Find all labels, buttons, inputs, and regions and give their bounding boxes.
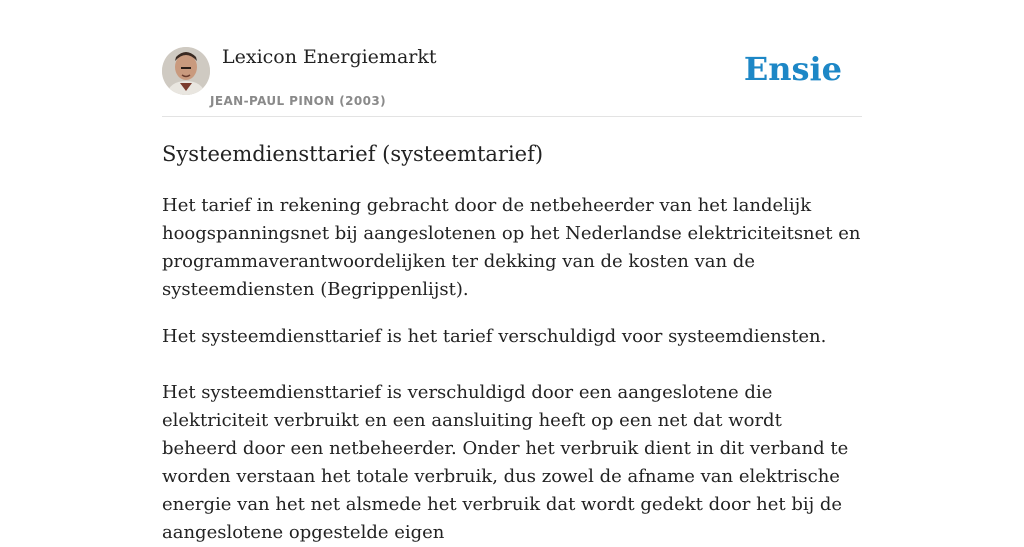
article-title: Systeemdiensttarief (systeemtarief): [162, 142, 544, 166]
author-name[interactable]: JEAN-PAUL PINON (2003): [210, 94, 387, 108]
article-paragraph: Het tarief in rekening gebracht door de netbeheerder van het landelijk hoogspanningsnet bij aangeslotenen op het Nederlandse elektriciteitsnet en programmaverantwoordelijken ter dekking van de kosten van de systeemdiensten (Begrippenlijst).: [162, 195, 861, 300]
page-content: [162, 0, 862, 543]
article-paragraph: Het systeemdiensttarief is verschuldigd door een aangeslotene die elektriciteit verbruikt en een aansluiting heeft op een net dat wordt beheerd door een netbeheerder. Onder het verbruik dient in dit verband te worden verstaan het totale verbruik, dus zowel de afname van elektrische energie van het net alsmede het verbruik dat wordt gedekt door het bij de aangeslotene opgestelde eigen: [162, 382, 849, 543]
person-icon: [162, 47, 210, 95]
article-paragraph: Het systeemdiensttarief is het tarief verschuldigd voor systeemdiensten.: [162, 326, 827, 347]
page-header: [162, 0, 862, 117]
author-avatar[interactable]: [162, 47, 210, 95]
book-title[interactable]: Lexicon Energiemarkt: [222, 46, 437, 68]
ensie-logo[interactable]: Ensie: [743, 50, 842, 88]
